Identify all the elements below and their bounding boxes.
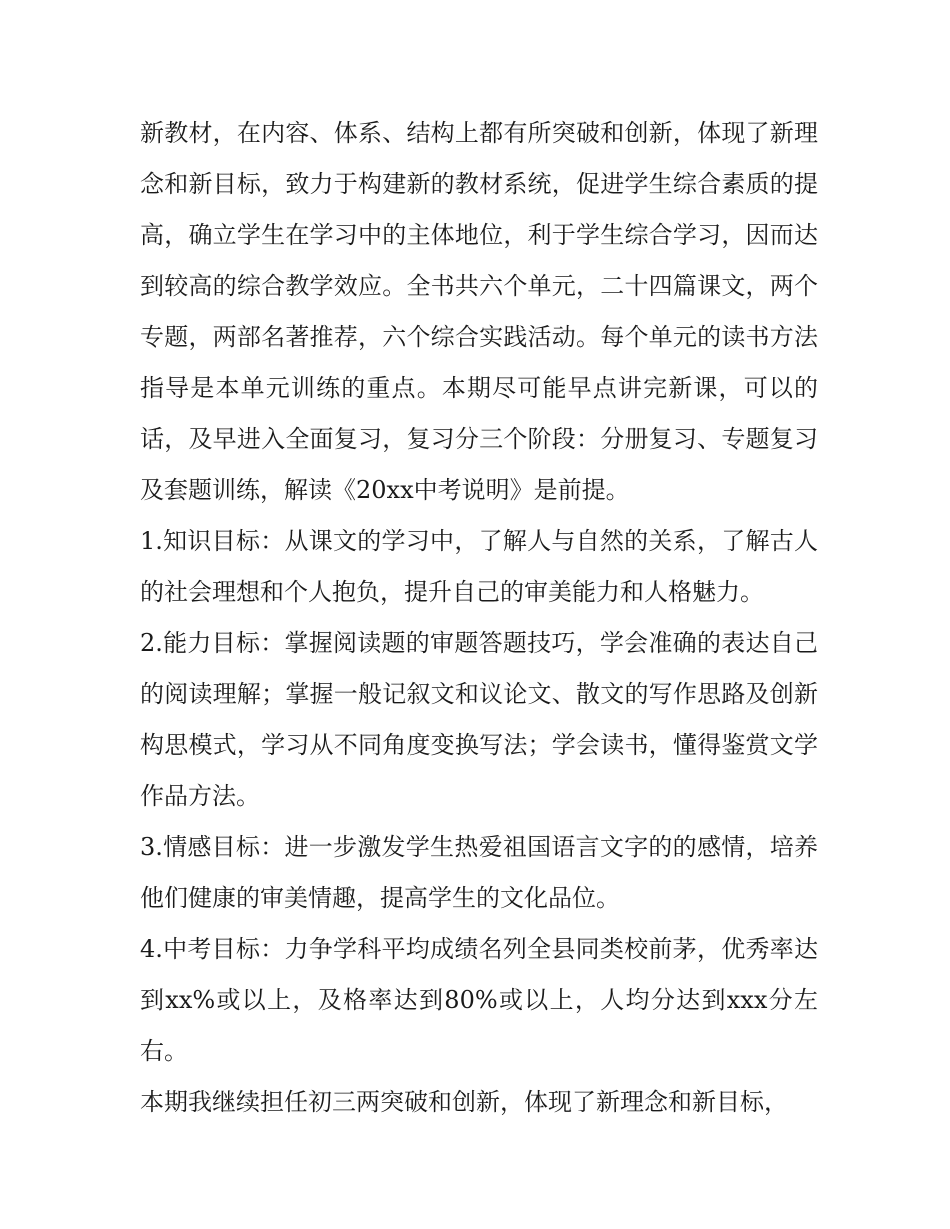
paragraph-knowledge-goal: 1.知识目标：从课文的学习中，了解人与自然的关系，了解古人的社会理想和个人抱负，提升自己的审美能力和人格魅力。 xyxy=(140,527,818,606)
paragraph-emotion-goal: 3.情感目标：进一步激发学生热爱祖国语言文字的的感情，培养他们健康的审美情趣，提高学生的文化品位。 xyxy=(140,833,818,912)
paragraph-exam-goal: 4.中考目标：力争学科平均成绩名列全县同类校前茅，优秀率达到xx%或以上，及格率达到80%或以上，人均分达到xxx分左右。 xyxy=(140,935,818,1065)
paragraph-continuation: 本期我继续担任初三两突破和创新，体现了新理念和新目标， xyxy=(140,1088,788,1116)
document-body xyxy=(140,108,818,1128)
paragraph-intro: 新教材，在内容、体系、结构上都有所突破和创新，体现了新理念和新目标，致力于构建新的教材系统，促进学生综合素质的提高，确立学生在学习中的主体地位，利于学生综合学习，因而达到较高的综合教学效应。全书共六个单元，二十四篇课文，两个专题，两部名著推荐，六个综合实践活动。每个单元的读书方法指导是本单元训练的重点。本期尽可能早点讲完新课，可以的话，及早进入全面复习，复习分三个阶段：分册复习、专题复习及套题训练，解读《20xx中考说明》是前提。 xyxy=(140,119,818,504)
paragraph-ability-goal: 2.能力目标：掌握阅读题的审题答题技巧，学会准确的表达自己的阅读理解；掌握一般记叙文和议论文、散文的写作思路及创新构思模式，学习从不同角度变换写法；学会读书，懂得鉴赏文学作品方法。 xyxy=(140,629,818,810)
